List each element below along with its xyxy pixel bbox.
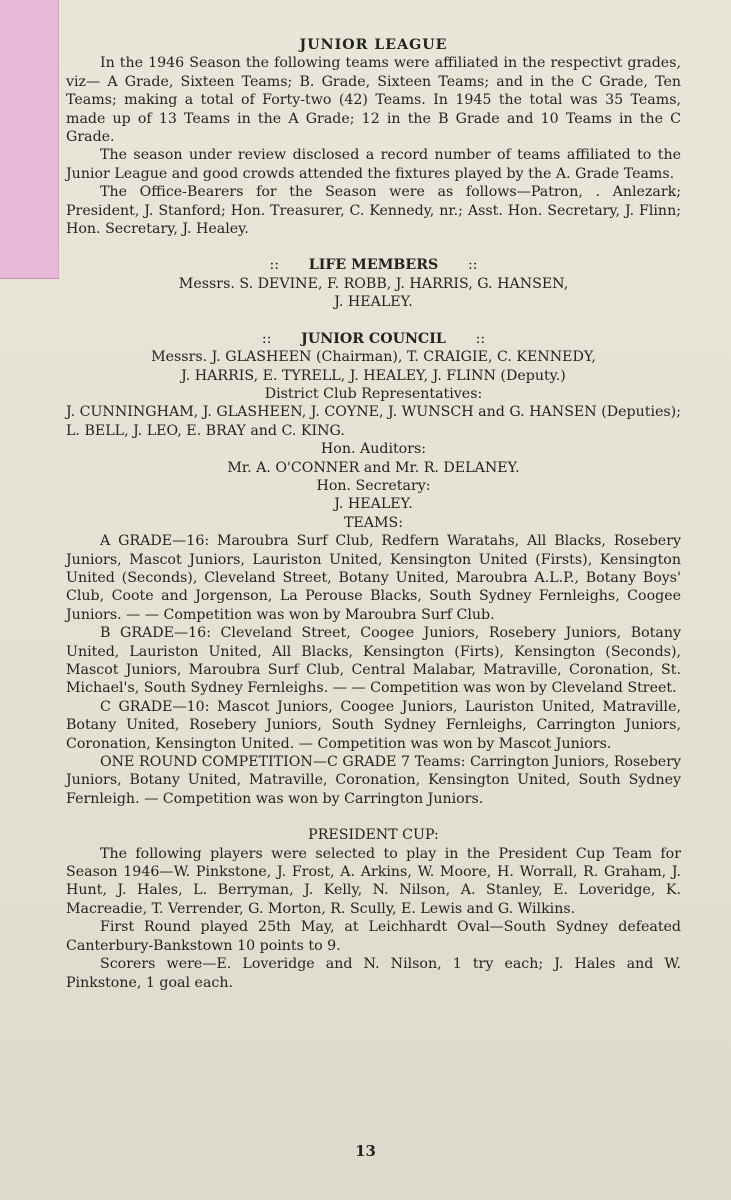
life-members-line-1: Messrs. S. DEVINE, F. ROBB, J. HARRIS, G. HANSEN,	[178, 275, 569, 292]
council-members-line-1: Messrs. J. GLASHEEN (Chairman), T. CRAIGIE, C. KENNEDY,	[151, 349, 596, 366]
intro-paragraph-1: In the 1946 Season the following teams were affiliated in the respectivt grades, viz— A Grade, Sixteen Teams; B. Grade, Sixteen Teams; and in the C Grade, Ten Teams; making a total of Forty-two (42) Teams. In 1945 the total was 35 Teams, made up of 13 Teams in the A Grade; 12 in the B Grade and 10 Teams in the C Grade.	[66, 55, 681, 146]
life-members-heading-row	[66, 256, 681, 274]
pink-paper-tab	[0, 0, 59, 279]
decorative-mark: ::	[269, 257, 279, 274]
auditors-heading: Hon. Auditors:	[320, 441, 427, 458]
page-content	[66, 36, 681, 992]
decorative-mark: ::	[261, 330, 272, 347]
life-members-heading: LIFE MEMBERS	[308, 257, 439, 274]
president-cup-selection: The following players were selected to play in the President Cup Team for Season 1946—W. Pinkstone, J. Frost, A. Arkins, W. Moore, H. Worrall, R. Graham, J. Hunt, J. Hales, L. Berryman, J. Kelly, N. Nilson, A. Stanley, E. Loveridge, K. Macreadie, T. Verrender, G. Morton, R. Scully, E. Lewis and G. Wilkins.	[66, 845, 681, 917]
junior-council-heading: JUNIOR COUNCIL	[301, 330, 446, 347]
district-heading: District Club Representatives:	[264, 385, 483, 402]
auditors-text: Mr. A. O'CONNER and Mr. R. DELANEY.	[227, 459, 520, 476]
first-round-result: First Round played 25th May, at Leichhardt Oval—South Sydney defeated Canterbury-Bankstown 10 points to 9.	[66, 919, 681, 954]
president-cup-heading: PRESIDENT CUP:	[308, 827, 439, 844]
page-title: JUNIOR LEAGUE	[299, 37, 448, 53]
secretary-heading: Hon. Secretary:	[316, 477, 431, 494]
life-members-line-2: J. HEALEY.	[334, 294, 413, 311]
decorative-mark: ::	[475, 330, 486, 347]
teams-heading: TEAMS:	[343, 514, 404, 531]
secretary-text: J. HEALEY.	[334, 496, 413, 513]
council-members-line-2: J. HARRIS, E. TYRELL, J. HEALEY, J. FLINN (Deputy.)	[181, 367, 566, 384]
b-grade-paragraph: B GRADE—16: Cleveland Street, Coogee Juniors, Rosebery Juniors, Botany United, Lauriston United, All Blacks, Kensington (Firts), Kensington (Seconds), Mascot Juniors, Maroubra Surf Club, Central Malabar, Matraville, Coronation, St. Michael's, South Sydney Fernleighs. — — Competition was won by Cleveland Street.	[66, 625, 681, 697]
district-representatives: J. CUNNINGHAM, J. GLASHEEN, J. COYNE, J. WUNSCH and G. HANSEN (Deputies); L. BELL, J. LEO, E. BRAY and C. KING.	[66, 404, 681, 439]
c-grade-paragraph: C GRADE—10: Mascot Juniors, Coogee Juniors, Lauriston United, Matraville, Botany United, Rosebery Juniors, South Sydney Fernleighs, Carrington Juniors, Coronation, Kensington United. — Competition was won by Mascot Juniors.	[66, 698, 681, 752]
one-round-paragraph: ONE ROUND COMPETITION—C GRADE 7 Teams: Carrington Juniors, Rosebery Juniors, Botany United, Matraville, Coronation, Kensington United, South Sydney Fernleigh. — Competition was won by Carrington Juniors.	[66, 754, 681, 807]
page-number: 13	[355, 1142, 376, 1160]
decorative-mark: ::	[467, 257, 478, 274]
scorers-paragraph: Scorers were—E. Loveridge and N. Nilson, 1 try each; J. Hales and W. Pinkstone, 1 goal each.	[66, 956, 681, 991]
intro-paragraph-3: The Office-Bearers for the Season were as follows—Patron, . Anlezark; President, J. Stanford; Hon. Treasurer, C. Kennedy, nr.; Asst. Hon. Secretary, J. Flinn; Hon. Secretary, J. Healey.	[66, 184, 681, 238]
junior-council-heading-row	[66, 330, 681, 348]
intro-paragraph-2: The season under review disclosed a record number of teams affiliated to the Junior League and good crowds attended the fixtures played by the A. Grade Teams.	[66, 147, 681, 182]
a-grade-paragraph: A GRADE—16: Maroubra Surf Club, Redfern Waratahs, All Blacks, Rosebery Juniors, Mascot Juniors, Lauriston United, Kensington United (Firsts), Kensington United (Seconds), Cleveland Street, Botany United, Maroubra A.L.P., Botany Boys' Club, Coote and Jorgenson, La Perouse Blacks, South Sydney Fernleighs, Coogee Juniors. — — Competition was won by Maroubra Surf Club.	[66, 533, 681, 623]
